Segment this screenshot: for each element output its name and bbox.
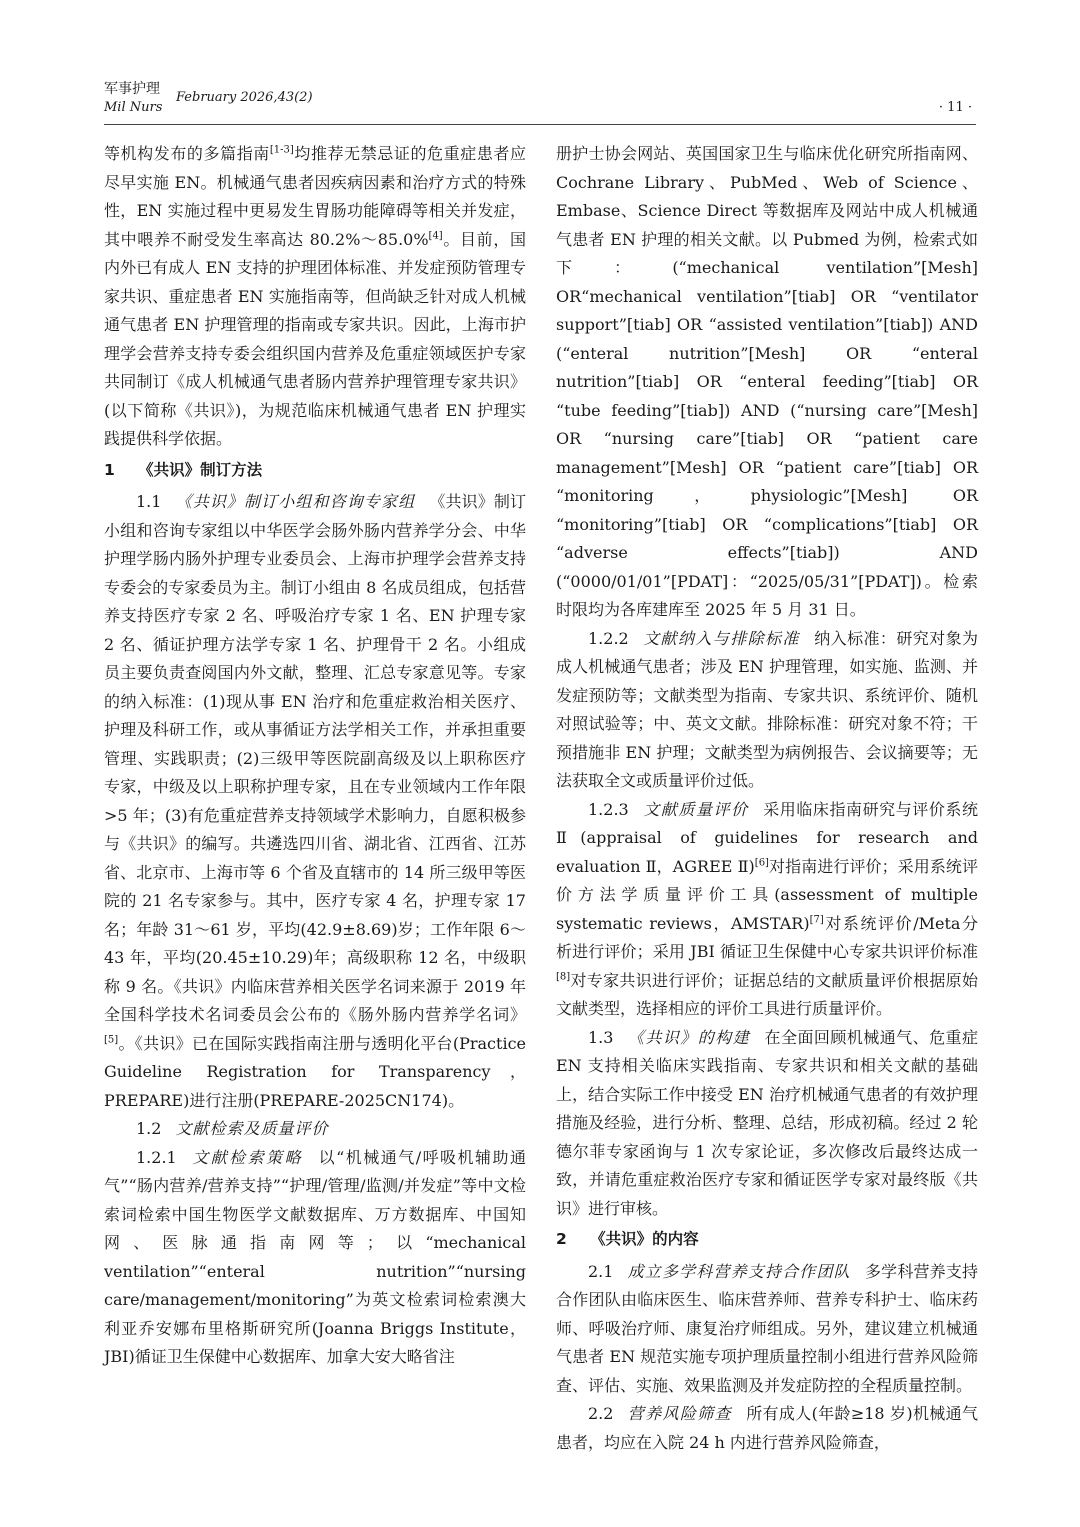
citation: [8] — [556, 971, 571, 983]
left-column — [104, 140, 526, 1372]
section-heading-2: 2 《共识》的内容 — [556, 1230, 699, 1248]
subsection-2-1: 2.1 成立多学科营养支持合作团队 多学科营养支持合作团队由临床医生、临床营养师、营养专科护士、临床药师、呼吸治疗师、康复治疗师组成。另外，建议建立机械通气患者 EN 规范实施专项护理质量控制小组进行营养风险筛查、评估、实施、效果监测及并发症防控的全程质量控制。 — [556, 1261, 978, 1395]
subsection-1-1: 1.1 《共识》制订小组和咨询专家组 《共识》制订小组和咨询专家组以中华医学会肠外肠内营养学分会、中华护理学肠内肠外护理专业委员会、上海市护理学会营养支持专委会的专家委员为主。制订小组由 8 名成员组成，包括营养支持医疗专家 2 名、呼吸治疗专家 1 名、EN 护理专家 2 名、循证护理方法学专家 1 名、护理骨干 2 名。小组成员主要负责查阅国内外文献，整理、汇总专家意见等。专家的纳入标准：(1)现从事 EN 治疗和危重症救治相关医疗、护理及科研工作，或从事循证方法学相关工作，并承担重要管理、实践职责；(2)三级甲等医院副高级及以上职称医疗专家，中级及以上职称护理专家，且在专业领域内工作年限>5 年；(3)有危重症营养支持领域学术影响力，自愿积极参与《共识》的编写。共遴选四川省、湖北省、江西省、江苏省、北京市、上海市等 6 个省及直辖市的 14 所三级甲等医院的 21 名专家参与。其中，医疗专家 4 名，护理专家 17 名；年龄 31～61 岁，平均(42.9±8.69)岁；工作年限 6～43 年，平均(20.45±10.29)年；高级职称 12 名，中级职称 9 名。《共识》内临床营养相关医学名词来源于 2019 年全国科学技术名词委员会公布的《肠外肠内营养学名词》[5]。《共识》已在国际实践指南注册与透明化平台(Practice Guideline Registration for Transparency，PREPARE)进行注册(PREPARE-2025CN174)。 — [104, 492, 526, 1110]
subsection-1-2: 1.2 文献检索及质量评价 — [136, 1119, 329, 1138]
citation: [7] — [809, 914, 824, 926]
journal-name-en: Mil Nurs — [104, 100, 163, 115]
subsection-1-3: 1.3 《共识》的构建 在全面回顾机械通气、危重症 EN 支持相关临床实践指南、专家共识和相关文献的基础上，结合实际工作中接受 EN 治疗机械通气患者的有效护理措施及经验，进行分析、整理、总结，形成初稿。经过 2 轮德尔菲专家函询与 1 次专家论证，多次修改后最终达成一致，并请危重症救治医疗专家和循证医学专家对最终版《共识》进行审核。 — [556, 1027, 978, 1218]
subsection-2-2: 2.2 营养风险筛查 所有成人(年龄≥18 岁)机械通气患者，均应在入院 24 h 内进行营养风险筛查， — [556, 1404, 978, 1452]
citation: [1-3] — [269, 144, 294, 156]
search-paragraph: 册护士协会网站、英国国家卫生与临床优化研究所指南网、Cochrane Library、PubMed、Web of Science、Embase、Science Direct 等数据库及网站中成人机械通气患者 EN 护理的相关文献。以 Pubmed 为例，检索式如下：(“mechanical ventilation”[Mesh] OR“mechanical ventilation”[tiab] OR “ventilator support”[tiab] OR “assisted ventilation”[tiab]) AND (“enteral nutrition”[Mesh] OR “enteral nutrition”[tiab] OR “enteral feeding”[tiab] OR “tube feeding”[tiab]) AND (“nursing care”[Mesh] OR “nursing care”[tiab] OR “patient care management”[Mesh] OR “patient care”[tiab] OR “monitoring，physiologic”[Mesh] OR “monitoring”[tiab] OR “complications”[tiab] OR “adverse effects”[tiab]) AND (“0000/01/01”[PDAT]：“2025/05/31”[PDAT])。检索时限均为各库建库至 2025 年 5 月 31 日。 — [556, 144, 978, 619]
citation: [6] — [754, 857, 769, 869]
subsection-1-2-3: 1.2.3 文献质量评价 采用临床指南研究与评价系统Ⅱ(appraisal of guidelines for research and evaluation Ⅱ，AGREE Ⅱ)[6]对指南进行评价；采用系统评价方法学质量评价工具(assessment of multiple systematic reviews，AMSTAR)[7]对系统评价/Meta分析进行评价；采用 JBI 循证卫生保健中心专家共识评价标准[8]对专家共识进行评价；证据总结的文献质量评价根据原始文献类型，选择相应的评价工具进行质量评价。 — [556, 799, 978, 1018]
right-column — [556, 140, 978, 1457]
subsection-1-2-2: 1.2.2 文献纳入与排除标准 纳入标准：研究对象为成人机械通气患者；涉及 EN 护理管理，如实施、监测、并发症预防等；文献类型为指南、专家共识、系统评价、随机对照试验等；中、英文文献。排除标准：研究对象不符；干预措施非 EN 护理；文献类型为病例报告、会议摘要等；无法获取全文或质量评价过低。 — [556, 628, 978, 790]
subsection-1-2-1: 1.2.1 文献检索策略 以“机械通气/呼吸机辅助通气”“肠内营养/营养支持”“护理/管理/监测/并发症”等中文检索词检索中国生物医学文献数据库、万方数据库、中国知网、医脉通指南网等；以“mechanical ventilation”“enteral nutrition”“nursing care/management/monitoring”为英文检索词检索澳大利亚乔安娜布里格斯研究所(Joanna Briggs Institute，JBI)循证卫生保健中心数据库、加拿大安大略省注 — [104, 1147, 526, 1366]
page-number: · 11 · — [938, 100, 972, 115]
journal-name-cn: 军事护理 — [104, 81, 160, 97]
citation: [5] — [104, 1034, 119, 1046]
section-heading-1: 1 《共识》制订方法 — [104, 460, 263, 479]
issue-date: February 2026,43(2) — [176, 90, 313, 105]
citation: [4] — [428, 230, 443, 242]
header-rule — [104, 124, 976, 125]
intro-paragraph: 等机构发布的多篇指南[1-3]均推荐无禁忌证的危重症患者应尽早实施 EN。机械通气患者因疾病因素和治疗方式的特殊性，EN 实施过程中更易发生胃肠功能障碍等相关并发症，其中喂养不耐受发生率高达 80.2%～85.0%[4]。目前，国内外已有成人 EN 支持的护理团体标准、并发症预防管理专家共识、重症患者 EN 实施指南等，但尚缺乏针对成人机械通气患者 EN 护理管理的指南或专家共识。因此，上海市护理学会营养支持专委会组织国内营养及危重症领域医护专家共同制订《成人机械通气患者肠内营养护理管理专家共识》(以下简称《共识》)，为规范临床机械通气患者 EN 护理实践提供科学依据。 — [104, 144, 526, 448]
